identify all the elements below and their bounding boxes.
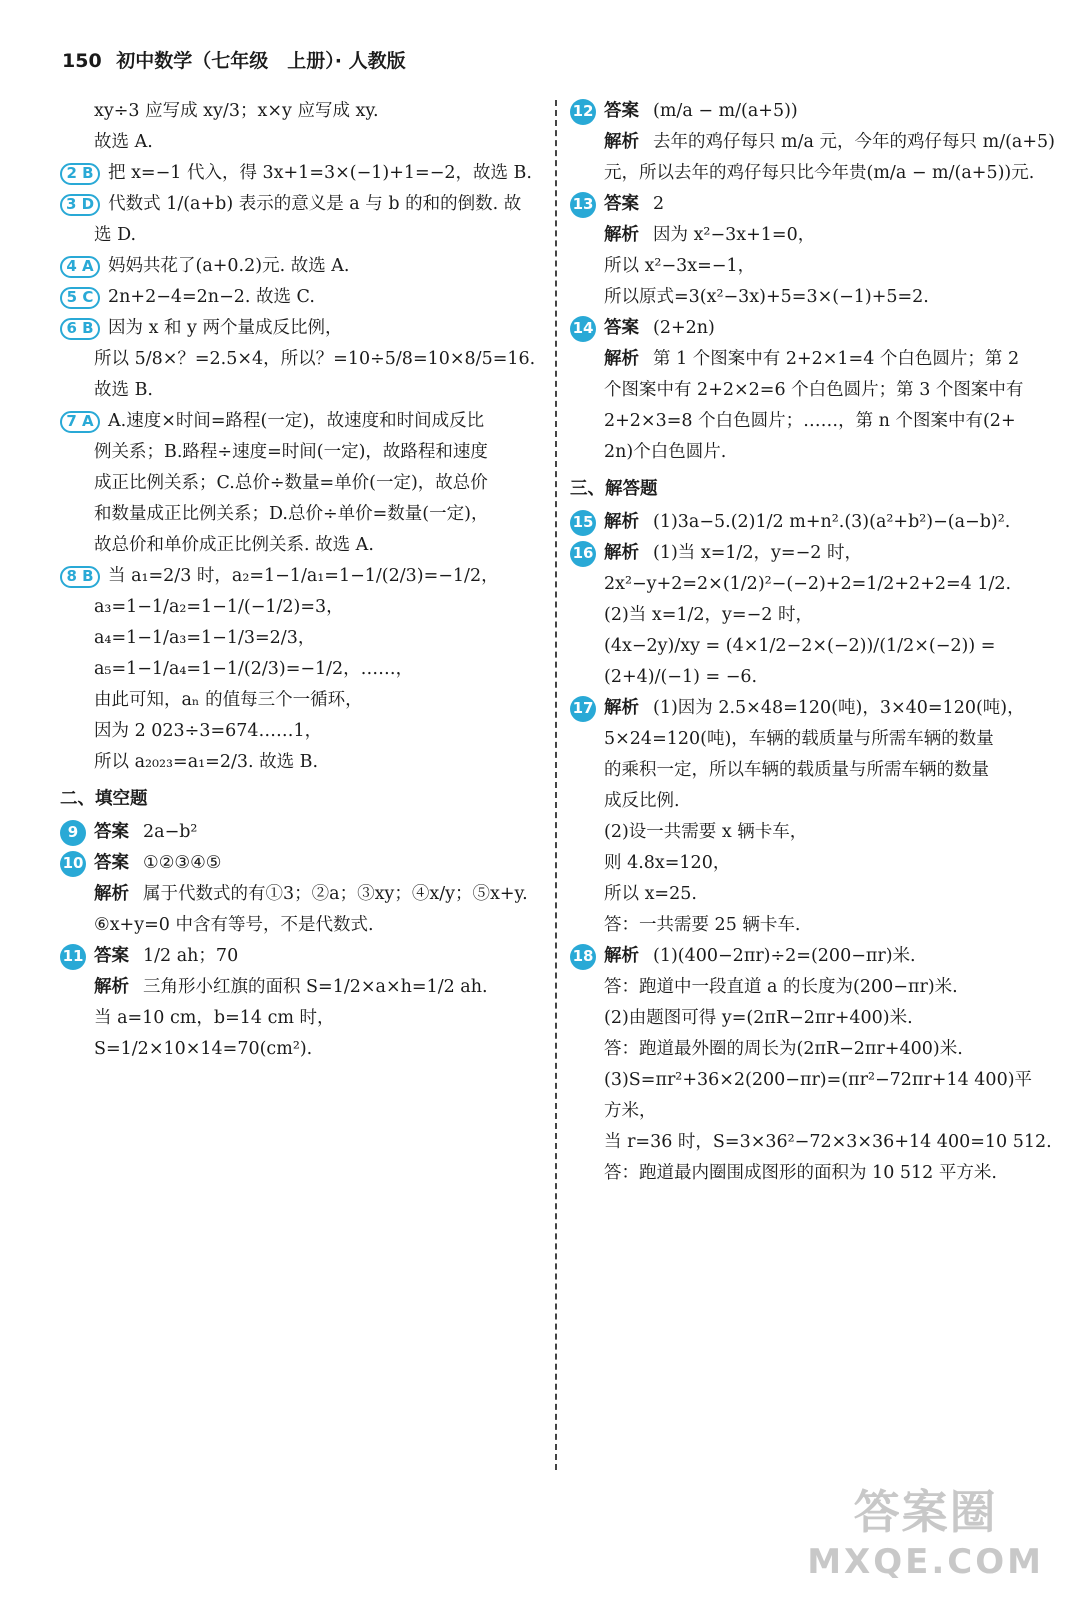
answer-line (570, 910, 1060, 941)
question-number: 9 (60, 820, 86, 846)
answer-text: 当 a₁=2/3 时，a₂=1−1/a₁=1−1/(2/3)=−1/2， (108, 566, 499, 586)
answer-text: 成反比例. (604, 791, 680, 811)
answer-line (60, 910, 550, 941)
answer-text: (4x−2y)/xy = (4×1/2−2×(−2))/(1/2×(−2)) = (2+4)/(−1) = −6. (604, 636, 1001, 687)
answer-line (570, 941, 1060, 972)
answer-line (570, 406, 1060, 437)
answer-line (60, 817, 550, 848)
answer-text: ①②③④⑤ (143, 853, 222, 873)
answer-line (60, 848, 550, 879)
answer-line (60, 747, 550, 778)
answer-text: 当 r=36 时，S=3×36²−72×3×36+14 400=10 512. (604, 1132, 1052, 1152)
question-number: 14 (570, 316, 596, 342)
answer-text: 所以 a₂₀₂₃=a₁=2/3. 故选 B. (94, 752, 319, 772)
answer-line (570, 313, 1060, 344)
answer-text: 方米， (604, 1101, 657, 1121)
answer-line (570, 1003, 1060, 1034)
answer-text: 2+2×3=8 个白色圆片；……，第 n 个图案中有(2+ (604, 411, 1016, 431)
answer-text: 5×24=120(吨)，车辆的载质量与所需车辆的数量 (604, 729, 994, 749)
answer-text: A.速度×时间=路程(一定)，故速度和时间成反比 (108, 411, 485, 431)
answer-text: 第 1 个图案中有 2+2×1=4 个白色圆片；第 2 (653, 349, 1020, 369)
answer-line (570, 189, 1060, 220)
question-number: 13 (570, 192, 596, 218)
answer-keyword: 解析 (94, 977, 129, 997)
answer-line (60, 716, 550, 747)
choice-badge: 2 B (60, 163, 100, 185)
answer-line (60, 592, 550, 623)
answer-text: (1)当 x=1/2，y=−2 时， (653, 543, 862, 563)
answer-text: 属于代数式的有①3；②a；③xy；④x/y；⑤x+y. (143, 884, 528, 904)
answer-line (60, 127, 550, 158)
answer-line (570, 127, 1060, 158)
answer-line (60, 158, 550, 189)
answer-text: (2)当 x=1/2，y=−2 时， (604, 605, 813, 625)
answer-line (570, 693, 1060, 724)
answer-text: 妈妈共花了(a+0.2)元. 故选 A. (108, 256, 350, 276)
answer-line (570, 1034, 1060, 1065)
answer-line (60, 437, 550, 468)
answer-line (60, 1003, 550, 1065)
answer-text: 个图案中有 2+2×2=6 个白色圆片；第 3 个图案中有 (604, 380, 1024, 400)
choice-badge: 6 B (60, 318, 100, 340)
answer-line (570, 96, 1060, 127)
answer-text: 2x²−y+2=2×(1/2)²−(−2)+2=1/2+2+2=4 1/2. (604, 574, 1012, 594)
answer-line (570, 1127, 1060, 1158)
answer-line (570, 437, 1060, 468)
answer-line (60, 685, 550, 716)
answer-text: 因为 x 和 y 两个量成反比例， (108, 318, 343, 338)
answer-text: 三角形小红旗的面积 S=1/2×a×h=1/2 ah. (143, 977, 488, 997)
question-number: 10 (60, 851, 86, 877)
answer-text: 选 D. (94, 225, 137, 245)
answer-text: 所以 x=25. (604, 884, 697, 904)
answer-text: 当 a=10 cm，b=14 cm 时，S=1/2×10×14=70(cm²). (94, 1008, 335, 1059)
answer-text: 由此可知，aₙ 的值每三个一循环， (94, 690, 363, 710)
answer-keyword: 解析 (604, 946, 639, 966)
answer-line (570, 1065, 1060, 1096)
left-column (60, 96, 550, 1065)
answer-line (570, 251, 1060, 282)
section-heading: 三、解答题 (570, 479, 658, 499)
answer-line (570, 282, 1060, 313)
answer-text: 去年的鸡仔每只 m/a 元，今年的鸡仔每只 m/(a+5) (653, 132, 1055, 152)
choice-badge: 8 B (60, 566, 100, 588)
answer-keyword: 解析 (604, 225, 639, 245)
answer-text: 元，所以去年的鸡仔每只比今年贵(m/a − m/(a+5))元. (604, 163, 1035, 183)
question-number: 16 (570, 541, 596, 567)
page-header (62, 46, 406, 73)
answer-line (60, 96, 550, 127)
answer-line (60, 251, 550, 282)
answer-keyword: 答案 (604, 318, 639, 338)
answer-line (570, 1096, 1060, 1127)
answer-line (60, 220, 550, 251)
answer-text: 答：一共需要 25 辆卡车. (604, 915, 801, 935)
right-column (570, 96, 1060, 1189)
answer-line (60, 530, 550, 561)
answer-keyword: 答案 (94, 822, 129, 842)
answer-keyword: 答案 (604, 101, 639, 121)
answer-text: 和数量成正比例关系；D.总价÷单价=数量(一定)， (94, 504, 489, 524)
answer-line (570, 220, 1060, 251)
answer-line (570, 1158, 1060, 1189)
answer-line (570, 538, 1060, 569)
section-heading: 二、填空题 (60, 789, 148, 809)
answer-text: 则 4.8x=120， (604, 853, 731, 873)
answer-line (60, 468, 550, 499)
answer-text: a₄=1−1/a₃=1−1/3=2/3， (94, 628, 316, 648)
answer-text: xy÷3 应写成 xy/3；x×y 应写成 xy. (94, 101, 379, 121)
question-number: 18 (570, 944, 596, 970)
answer-line (60, 623, 550, 654)
answer-text: ⑥x+y=0 中含有等号，不是代数式. (94, 915, 374, 935)
answer-line (60, 972, 550, 1003)
answer-text: 故总价和单价成正比例关系. 故选 A. (94, 535, 374, 555)
answer-text: 代数式 1/(a+b) 表示的意义是 a 与 b 的和的倒数. 故 (108, 194, 522, 214)
answer-text: 答：跑道最内圈围成图形的面积为 10 512 平方米. (604, 1163, 997, 1183)
answer-line (60, 499, 550, 530)
answer-text: (1)3a−5.(2)1/2 m+n².(3)(a²+b²)−(a−b)². (653, 512, 1011, 532)
answer-keyword: 答案 (604, 194, 639, 214)
answer-line (570, 600, 1060, 631)
question-number: 17 (570, 696, 596, 722)
answer-text: (m/a − m/(a+5)) (653, 101, 798, 121)
answer-text: 答：跑道中一段直道 a 的长度为(200−πr)米. (604, 977, 958, 997)
answer-keyword: 解析 (604, 543, 639, 563)
answer-line (60, 654, 550, 685)
question-number: 15 (570, 510, 596, 536)
watermark-logo: 答案圈 MXQE.COM (807, 1485, 1044, 1582)
answer-line (570, 848, 1060, 879)
answer-text: 因为 x²−3x+1=0， (653, 225, 816, 245)
answer-line (570, 344, 1060, 375)
answer-text: 2 (653, 194, 665, 214)
answer-line (60, 561, 550, 592)
answer-line (570, 569, 1060, 600)
answer-text: 把 x=−1 代入，得 3x+1=3×(−1)+1=−2，故选 B. (108, 163, 532, 183)
answer-text: 的乘积一定，所以车辆的载质量与所需车辆的数量 (604, 760, 989, 780)
answer-line (60, 879, 550, 910)
choice-badge: 3 D (60, 194, 100, 216)
answer-line (570, 817, 1060, 848)
answer-keyword: 解析 (94, 884, 129, 904)
answer-keyword: 解析 (604, 512, 639, 532)
answer-line (60, 189, 550, 220)
answer-line (570, 507, 1060, 538)
answer-text: (2+2n) (653, 318, 715, 338)
answer-line (60, 282, 550, 313)
column-divider (555, 100, 557, 1470)
choice-badge: 5 C (60, 287, 100, 309)
answer-text: (1)因为 2.5×48=120(吨)，3×40=120(吨)， (653, 698, 1025, 718)
answer-line (570, 631, 1060, 693)
answer-line (60, 375, 550, 406)
answer-text: 故选 B. (94, 380, 153, 400)
answer-line (60, 941, 550, 972)
answer-text: a₅=1−1/a₄=1−1/(2/3)=−1/2，……， (94, 659, 414, 679)
answer-text: 成正比例关系；C.总价÷数量=单价(一定)，故总价 (94, 473, 488, 493)
answer-text: 因为 2 023÷3=674……1， (94, 721, 323, 741)
answer-text: 2n)个白色圆片. (604, 442, 727, 462)
answer-keyword: 答案 (94, 946, 129, 966)
answer-line (570, 158, 1060, 189)
answer-text: (2)设一共需要 x 辆卡车， (604, 822, 808, 842)
answer-line (570, 724, 1060, 755)
answer-keyword: 答案 (94, 853, 129, 873)
answer-text: 1/2 ah；70 (143, 946, 239, 966)
book-title: 初中数学（七年级 上册）· 人教版 (116, 50, 406, 72)
answer-text: 所以 5/8×？=2.5×4，所以？=10÷5/8=10×8/5=16. (94, 349, 536, 369)
answer-text: (2)由题图可得 y=(2πR−2πr+400)米. (604, 1008, 913, 1028)
answer-keyword: 解析 (604, 698, 639, 718)
question-number: 11 (60, 944, 86, 970)
answer-line (570, 786, 1060, 817)
answer-text: 2a−b² (143, 822, 198, 842)
answer-line (570, 755, 1060, 786)
answer-text: (1)(400−2πr)÷2=(200−πr)米. (653, 946, 916, 966)
answer-text: 所以原式=3(x²−3x)+5=3×(−1)+5=2. (604, 287, 929, 307)
answer-text: 例关系；B.路程÷速度=时间(一定)，故路程和速度 (94, 442, 488, 462)
answer-line (60, 313, 550, 344)
answer-text: 2n+2−4=2n−2. 故选 C. (108, 287, 315, 307)
question-number: 12 (570, 99, 596, 125)
answer-text: 所以 x²−3x=−1， (604, 256, 756, 276)
answer-keyword: 解析 (604, 349, 639, 369)
choice-badge: 7 A (60, 411, 100, 433)
answer-text: a₃=1−1/a₂=1−1/(−1/2)=3， (94, 597, 344, 617)
page-number: 150 (62, 50, 102, 72)
answer-line (570, 375, 1060, 406)
answer-keyword: 解析 (604, 132, 639, 152)
answer-line (570, 879, 1060, 910)
answer-text: (3)S=πr²+36×2(200−πr)=(πr²−72πr+14 400)平 (604, 1070, 1033, 1090)
answer-line (570, 972, 1060, 1003)
answer-line (60, 406, 550, 437)
answer-text: 故选 A. (94, 132, 153, 152)
choice-badge: 4 A (60, 256, 100, 278)
answer-text: 答：跑道最外圈的周长为(2πR−2πr+400)米. (604, 1039, 963, 1059)
answer-line (60, 344, 550, 375)
